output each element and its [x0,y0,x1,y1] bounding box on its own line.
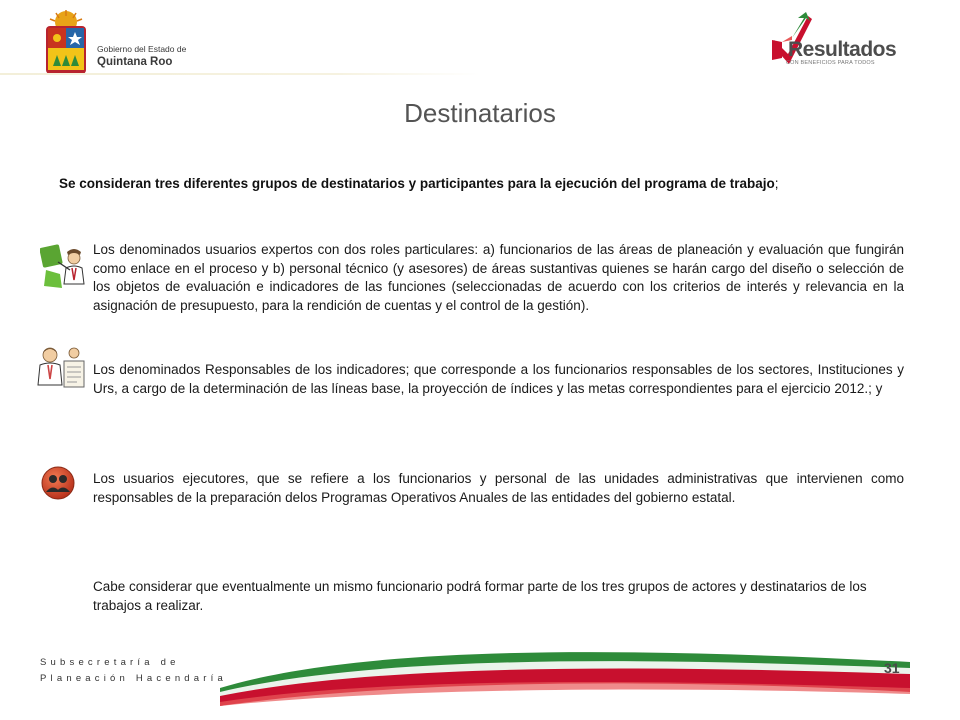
results-wordmark: Resultados [788,38,897,61]
footer-org-line2: Planeación Hacendaría [40,673,227,684]
government-name [97,43,217,69]
government-name-line2: Quintana Roo [97,56,173,68]
intro-tail: ; [774,176,779,191]
officials-icon [34,343,88,393]
item-expert-users: Los denominados usuarios expertos con dos roles particulares: a) funcionarios de las áreas de planeación y evaluación que fungirán como enlace en el proceso y b) personal técnico (y asesores) de áreas sustantivas quienes se harán cargo del diseño o selección de los objetos de evaluación e indicadores de las funciones (seleccionadas de acuerdo con los criterios de interés y relevancia en la asignación de presupuesto, para la rendición de cuentas y el control de la gestión). [93,242,904,313]
government-name-line1: Gobierno del Estado de [97,44,187,54]
page-number: 31 [884,660,900,676]
state-shield-icon [42,10,90,76]
header-divider [0,73,480,75]
footer-wave-decoration [220,648,910,706]
closing-paragraph: Cabe considerar que eventualmente un mismo funcionario podrá formar parte de los tres grupos de actores y destinatarios de los trabajos a realizar. [93,579,867,613]
presenter-icon [40,240,88,290]
users-group-icon [41,466,75,500]
results-tagline: CON BENEFICIOS PARA TODOS [786,60,875,66]
footer-org-line1: Subsecretaría de [40,657,180,668]
results-logo [768,12,908,72]
intro-paragraph [59,174,859,194]
item-executor-users: Los usuarios ejecutores, que se refiere a los funcionarios y personal de las unidades administrativas que intervienen como responsables de la preparación delos Programas Operativos Anuales de las entidades del gobierno estatal. [93,471,904,505]
footer-organization [40,655,227,687]
page-title: Destinatarios [404,98,556,128]
government-logo [42,10,212,76]
intro-bold-text: Se consideran tres diferentes grupos de destinatarios y participantes para la ejecución del programa de trabajo [59,176,775,191]
item-indicator-owners: Los denominados Responsables de los indicadores; que corresponde a los funcionarios responsables de los sectores, Instituciones y Urs, a cargo de la determinación de las líneas base, la proyección de índices y las metas correspondientes para el ejercicio 2012.; y [93,362,904,396]
